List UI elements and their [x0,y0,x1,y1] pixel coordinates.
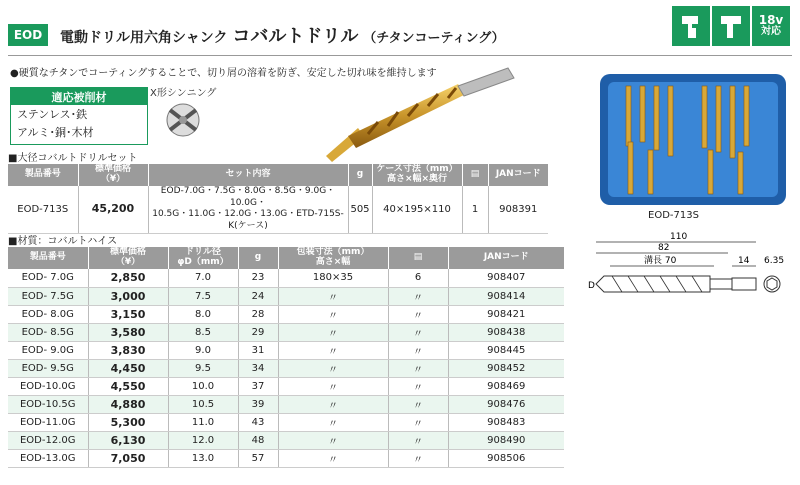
col-contents: セット内容 [148,164,348,186]
row-jan: 908476 [448,395,564,413]
badge-group [672,6,790,46]
materials-line-2: アルミ･銅･木材 [17,126,94,139]
row-weight: 31 [238,341,278,359]
drill-case-image [598,72,788,207]
row-qty: 〃 [388,359,448,377]
row-weight: 34 [238,359,278,377]
row-jan: 908407 [448,269,564,287]
row-package: 〃 [278,395,388,413]
table-row [8,341,564,359]
row-jan: 908452 [448,359,564,377]
col-code: 製品番号 [8,247,88,269]
case-label: EOD-713S [648,210,699,221]
dimension-diagram [588,230,798,314]
dim-flute-total: 82 [658,243,670,253]
row-diameter: 10.5 [168,395,238,413]
row-package: 〃 [278,359,388,377]
row-code: EOD- 8.0G [8,305,88,323]
row-price: 4,550 [88,377,168,395]
materials-line-1: ステンレス･鉄 [17,108,88,121]
row-package: 〃 [278,341,388,359]
row-weight: 43 [238,413,278,431]
page-title [60,22,505,48]
dim-flute-length: 溝長 70 [644,256,677,266]
row-diameter: 13.0 [168,449,238,467]
col-case-dim: ケース寸法（mm） 高さ×幅×奥行 [372,164,462,186]
set-weight: 505 [348,186,372,233]
row-package: 〃 [278,413,388,431]
row-weight: 24 [238,287,278,305]
row-price: 2,850 [88,269,168,287]
row-code: EOD- 8.5G [8,323,88,341]
header-divider [8,55,792,56]
col-package-dim: 包装寸法（mm） 高さ×幅 [278,247,388,269]
row-price: 5,300 [88,413,168,431]
table-row [8,359,564,377]
dim-overall: 110 [670,232,688,242]
row-qty: 〃 [388,341,448,359]
row-weight: 39 [238,395,278,413]
row-code: EOD-13.0G [8,449,88,467]
box-icon: ▤ [470,169,480,180]
row-jan: 908490 [448,431,564,449]
row-weight: 28 [238,305,278,323]
set-table-header [8,164,548,186]
weight-icon: g [356,169,364,180]
weight-icon: g [254,252,262,263]
row-package: 〃 [278,305,388,323]
row-diameter: 8.0 [168,305,238,323]
row-qty: 〃 [388,395,448,413]
row-qty: 〃 [388,305,448,323]
dim-shank: 14 [738,256,750,266]
row-qty: 〃 [388,323,448,341]
table-row [8,395,564,413]
row-diameter: 11.0 [168,413,238,431]
row-diameter: 9.5 [168,359,238,377]
row-code: EOD-10.0G [8,377,88,395]
materials-box [10,87,148,145]
row-diameter: 7.0 [168,269,238,287]
voltage-value: 18v [758,13,784,28]
set-table [8,164,548,234]
row-price: 4,880 [88,395,168,413]
row-qty: 〃 [388,413,448,431]
table-row [8,377,564,395]
row-package: 〃 [278,287,388,305]
table-row [8,413,564,431]
voltage-badge [752,6,790,46]
title-prefix: 電動ドリル用六角シャンク [60,30,228,46]
row-price: 6,130 [88,431,168,449]
title-main: コバルトドリル [232,26,359,47]
row-code: EOD- 7.0G [8,269,88,287]
col-weight [348,164,372,186]
table-row [8,323,564,341]
row-price: 7,050 [88,449,168,467]
row-diameter: 9.0 [168,341,238,359]
col-price: 標準価格 （¥） [88,247,168,269]
row-code: EOD-10.5G [8,395,88,413]
row-diameter: 7.5 [168,287,238,305]
table-row [8,186,548,233]
row-qty: 〃 [388,431,448,449]
row-jan: 908438 [448,323,564,341]
row-diameter: 10.0 [168,377,238,395]
set-jan: 908391 [488,186,548,233]
col-price: 標準価格 （¥） [78,164,148,186]
set-code: EOD-713S [8,186,78,233]
row-price: 3,150 [88,305,168,323]
impact-driver-icon [712,6,750,46]
single-section-title: ■材質：コバルトハイス [8,236,118,247]
row-code: EOD-11.0G [8,413,88,431]
single-table-header [8,247,564,269]
row-package: 180×35 [278,269,388,287]
row-code: EOD- 7.5G [8,287,88,305]
row-qty: 〃 [388,377,448,395]
col-jan: JANコード [448,247,564,269]
table-row [8,287,564,305]
set-qty: 1 [462,186,488,233]
row-package: 〃 [278,323,388,341]
row-weight: 37 [238,377,278,395]
row-price: 4,450 [88,359,168,377]
dim-hex: 6.35 [764,256,785,266]
col-qty [388,247,448,269]
set-contents-line-2: 10.5G・11.0G・12.0G・13.0G・ETD-715S-K(ケース) [152,209,344,232]
description: ●硬質なチタンでコーティングすることで、切り屑の溶着を防ぎ、安定した切れ味を維持します [10,68,437,79]
row-code: EOD-12.0G [8,431,88,449]
row-jan: 908483 [448,413,564,431]
row-price: 3,000 [88,287,168,305]
row-weight: 23 [238,269,278,287]
series-tag: EOD [8,24,48,46]
row-package: 〃 [278,449,388,467]
row-qty: 〃 [388,449,448,467]
row-weight: 48 [238,431,278,449]
col-jan: JANコード [488,164,548,186]
set-case-dim: 40×195×110 [372,186,462,233]
table-row [8,305,564,323]
row-jan: 908421 [448,305,564,323]
voltage-sub: 対応 [761,26,781,38]
row-code: EOD- 9.5G [8,359,88,377]
set-price: 45,200 [78,186,148,233]
col-weight [238,247,278,269]
table-row [8,269,564,287]
title-suffix: （チタンコーティング） [363,31,505,46]
single-table [8,247,564,468]
materials-heading: 適応被削材 [11,88,147,105]
set-section-title: ■大径コバルトドリルセット [8,153,138,164]
col-code: 製品番号 [8,164,78,186]
x-thinning-icon [160,100,206,144]
row-package: 〃 [278,431,388,449]
drill-bit-image [318,66,518,170]
row-code: EOD- 9.0G [8,341,88,359]
row-weight: 29 [238,323,278,341]
drill-icon [672,6,710,46]
row-price: 3,580 [88,323,168,341]
row-qty: 〃 [388,287,448,305]
row-diameter: 12.0 [168,431,238,449]
dim-dia-label: D [588,281,595,291]
row-jan: 908414 [448,287,564,305]
row-package: 〃 [278,377,388,395]
row-qty: 6 [388,269,448,287]
x-thinning-label: X形シンニング [150,88,217,99]
col-qty [462,164,488,186]
row-jan: 908469 [448,377,564,395]
row-jan: 908445 [448,341,564,359]
row-price: 3,830 [88,341,168,359]
col-diameter: ドリル径 φD（mm） [168,247,238,269]
row-diameter: 8.5 [168,323,238,341]
set-contents-line-1: EOD-7.0G・7.5G・8.0G・8.5G・9.0G・10.0G・ [160,186,336,208]
set-contents [148,186,348,233]
box-icon: ▤ [413,252,423,263]
table-row [8,431,564,449]
table-row [8,449,564,467]
row-jan: 908506 [448,449,564,467]
row-weight: 57 [238,449,278,467]
